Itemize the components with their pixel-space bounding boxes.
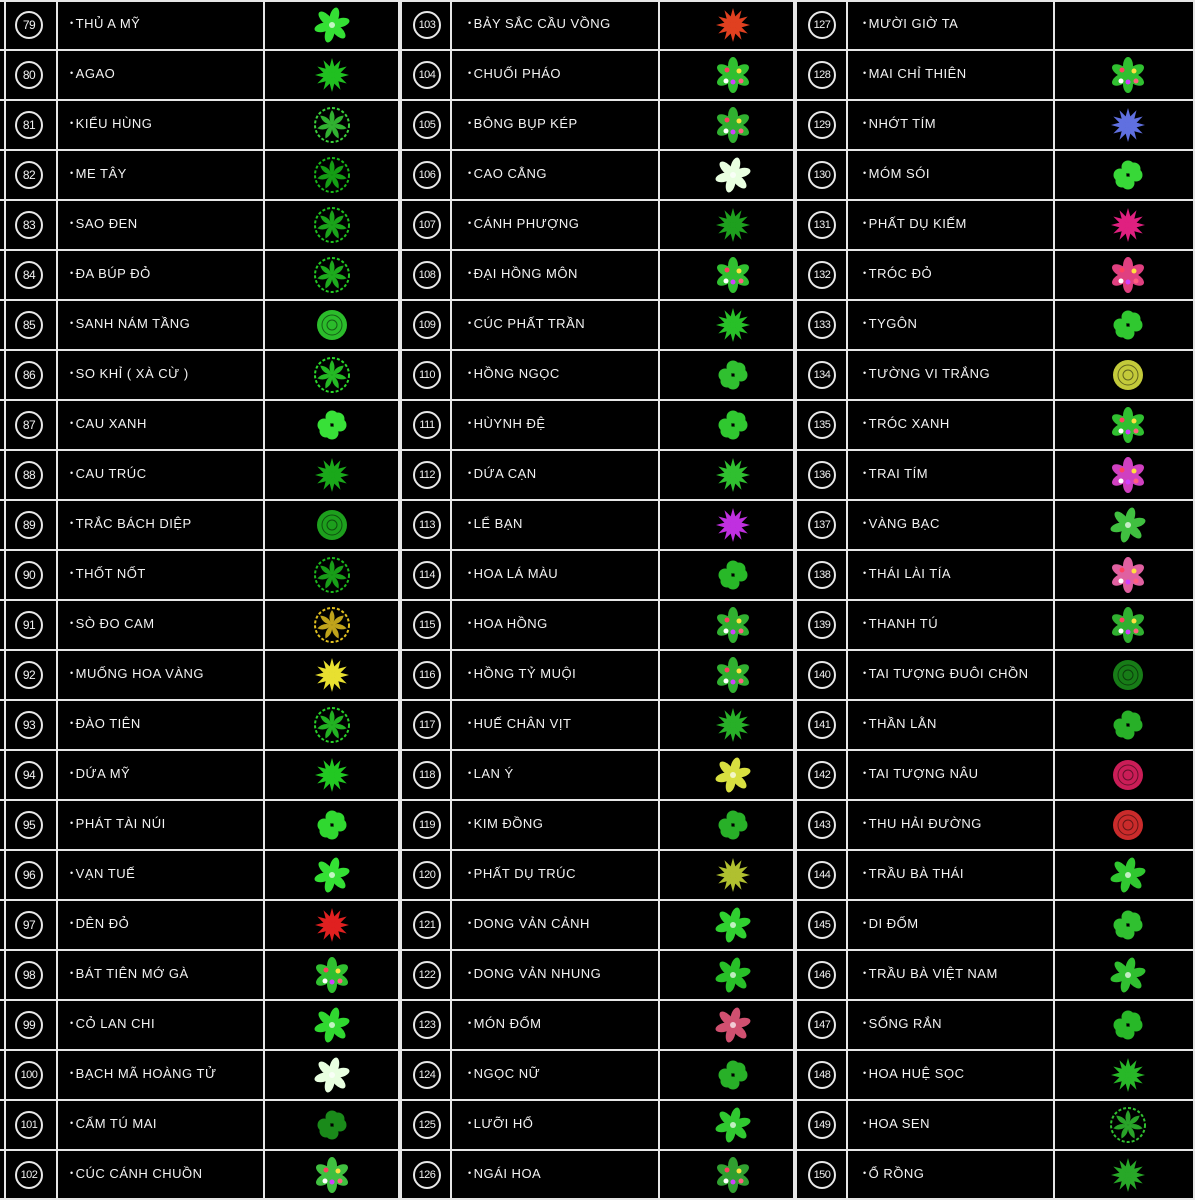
item-number: 125 bbox=[413, 1111, 441, 1139]
column-divider bbox=[795, 0, 797, 1200]
row-divider bbox=[0, 199, 1195, 201]
plant-name: • TRAI TÍM bbox=[863, 466, 928, 481]
plant-name: • HỒNG NGỌC bbox=[468, 366, 560, 381]
star-leaf-plant-icon bbox=[312, 55, 352, 95]
clover-plant-icon bbox=[713, 355, 753, 395]
plant-name: • HỒNG TỶ MUỘI bbox=[468, 666, 576, 681]
plant-name: • VẠN TUẾ bbox=[70, 866, 135, 881]
plant-name: • HÙYNH ĐỆ bbox=[468, 416, 546, 431]
clover-plant-icon bbox=[1108, 705, 1148, 745]
palm-plant-icon bbox=[713, 955, 753, 995]
item-number: 103 bbox=[413, 11, 441, 39]
row-divider bbox=[0, 1149, 1195, 1151]
plant-name: • TRÓC ĐỎ bbox=[863, 266, 932, 281]
clover-plant-icon bbox=[713, 555, 753, 595]
plant-name: • MAI CHỈ THIÊN bbox=[863, 66, 967, 81]
row-divider bbox=[0, 549, 1195, 551]
item-number: 131 bbox=[808, 211, 836, 239]
plant-name: • MÓN ĐỐM bbox=[468, 1016, 541, 1031]
plant-name: • BÁT TIÊN MỚ GÀ bbox=[70, 966, 189, 981]
item-number: 144 bbox=[808, 861, 836, 889]
item-number: 102 bbox=[15, 1161, 43, 1189]
palm-plant-icon bbox=[713, 905, 753, 945]
clover-plant-icon bbox=[312, 805, 352, 845]
plant-name: • LƯỠI HỔ bbox=[468, 1116, 533, 1131]
column-divider bbox=[1053, 0, 1055, 1200]
palm-plant-icon bbox=[1108, 505, 1148, 545]
plant-name: • SÒ ĐO CAM bbox=[70, 616, 155, 631]
item-number: 89 bbox=[15, 511, 43, 539]
plant-name: • TRẮC BÁCH DIỆP bbox=[70, 516, 192, 531]
palm-plant-icon bbox=[1108, 855, 1148, 895]
item-number: 95 bbox=[15, 811, 43, 839]
plant-name: • ME TÂY bbox=[70, 166, 127, 181]
star-leaf-plant-icon bbox=[1108, 205, 1148, 245]
flower-cluster-plant-icon bbox=[1108, 55, 1148, 95]
row-divider bbox=[0, 749, 1195, 751]
plant-name: • CAU XANH bbox=[70, 416, 147, 431]
item-number: 93 bbox=[15, 711, 43, 739]
clover-plant-icon bbox=[312, 1105, 352, 1145]
plant-name: • THỦ A MỸ bbox=[70, 16, 140, 31]
plant-name: • DONG VẢN CẢNH bbox=[468, 916, 590, 931]
plant-name: • HOA HỒNG bbox=[468, 616, 548, 631]
plant-name: • AGAO bbox=[70, 66, 115, 81]
row-divider bbox=[0, 0, 1195, 2]
item-number: 81 bbox=[15, 111, 43, 139]
item-number: 135 bbox=[808, 411, 836, 439]
plant-name: • CÁNH PHƯỢNG bbox=[468, 216, 579, 231]
row-divider bbox=[0, 799, 1195, 801]
row-divider bbox=[0, 649, 1195, 651]
palm-plant-icon bbox=[312, 855, 352, 895]
clover-plant-icon bbox=[713, 405, 753, 445]
plant-name: • LAN Ý bbox=[468, 766, 514, 781]
plant-name: • CHUỐI PHÁO bbox=[468, 66, 561, 81]
row-divider bbox=[0, 949, 1195, 951]
row-divider bbox=[0, 849, 1195, 851]
item-number: 106 bbox=[413, 161, 441, 189]
row-divider bbox=[0, 1049, 1195, 1051]
plant-name: • DONG VẢN NHUNG bbox=[468, 966, 601, 981]
column-divider bbox=[263, 0, 265, 1200]
plant-name: • PHẤT DỤ KIẾM bbox=[863, 216, 967, 231]
flower-cluster-plant-icon bbox=[1108, 455, 1148, 495]
clover-plant-icon bbox=[1108, 1005, 1148, 1045]
item-number: 97 bbox=[15, 911, 43, 939]
item-number: 108 bbox=[413, 261, 441, 289]
clover-plant-icon bbox=[312, 405, 352, 445]
plant-name: • DỨA CẠN bbox=[468, 466, 537, 481]
item-number: 140 bbox=[808, 661, 836, 689]
flower-cluster-plant-icon bbox=[1108, 605, 1148, 645]
flower-cluster-plant-icon bbox=[713, 55, 753, 95]
item-number: 94 bbox=[15, 761, 43, 789]
item-number: 96 bbox=[15, 861, 43, 889]
star-leaf-plant-icon bbox=[713, 855, 753, 895]
star-leaf-plant-icon bbox=[713, 305, 753, 345]
item-number: 86 bbox=[15, 361, 43, 389]
row-divider bbox=[0, 99, 1195, 101]
item-number: 115 bbox=[413, 611, 441, 639]
item-number: 127 bbox=[808, 11, 836, 39]
plant-name: • VÀNG BẠC bbox=[863, 516, 940, 531]
tree-canopy-plant-icon bbox=[1108, 1105, 1148, 1145]
plant-name: • THỐT NỐT bbox=[70, 566, 146, 581]
plant-name: • THANH TÚ bbox=[863, 616, 938, 631]
item-number: 114 bbox=[413, 561, 441, 589]
plant-name: • BẠCH MÃ HOÀNG TỬ bbox=[70, 1066, 217, 1081]
plant-name: • ĐÀO TIÊN bbox=[70, 716, 141, 731]
star-leaf-plant-icon bbox=[1108, 1155, 1148, 1195]
plant-name: • CỎ LAN CHI bbox=[70, 1016, 155, 1031]
column-divider bbox=[4, 0, 6, 1200]
item-number: 91 bbox=[15, 611, 43, 639]
column-divider bbox=[846, 0, 848, 1200]
row-divider bbox=[0, 399, 1195, 401]
plant-name: • BẢY SẮC CẦU VỒNG bbox=[468, 16, 611, 31]
palm-plant-icon bbox=[312, 1005, 352, 1045]
plant-name: • SỐNG RẮN bbox=[863, 1016, 942, 1031]
item-number: 87 bbox=[15, 411, 43, 439]
plant-name: • MUỐNG HOA VÀNG bbox=[70, 666, 204, 681]
tree-canopy-plant-icon bbox=[312, 205, 352, 245]
row-divider bbox=[0, 449, 1195, 451]
flower-cluster-plant-icon bbox=[312, 955, 352, 995]
plant-name: • TƯỜNG VI TRẮNG bbox=[863, 366, 990, 381]
row-divider bbox=[0, 899, 1195, 901]
star-leaf-plant-icon bbox=[713, 205, 753, 245]
plant-name: • TAI TƯỢNG NÂU bbox=[863, 766, 979, 781]
item-number: 113 bbox=[413, 511, 441, 539]
tree-canopy-plant-icon bbox=[312, 105, 352, 145]
item-number: 146 bbox=[808, 961, 836, 989]
plant-name: • TRÓC XANH bbox=[863, 416, 950, 431]
row-divider bbox=[0, 299, 1195, 301]
item-number: 142 bbox=[808, 761, 836, 789]
item-number: 136 bbox=[808, 461, 836, 489]
item-number: 122 bbox=[413, 961, 441, 989]
row-divider bbox=[0, 699, 1195, 701]
item-number: 100 bbox=[15, 1061, 43, 1089]
item-number: 139 bbox=[808, 611, 836, 639]
palm-plant-icon bbox=[1108, 955, 1148, 995]
row-divider bbox=[0, 49, 1195, 51]
item-number: 112 bbox=[413, 461, 441, 489]
star-leaf-plant-icon bbox=[1108, 1055, 1148, 1095]
plant-name: • SO KHỈ ( XÀ CỪ ) bbox=[70, 366, 189, 381]
plant-name: • KIM ĐỒNG bbox=[468, 816, 543, 831]
plant-name: • CAO CẲNG bbox=[468, 166, 547, 181]
item-number: 133 bbox=[808, 311, 836, 339]
star-leaf-plant-icon bbox=[713, 505, 753, 545]
clover-plant-icon bbox=[1108, 305, 1148, 345]
plant-name: • NGÁI HOA bbox=[468, 1166, 541, 1181]
item-number: 132 bbox=[808, 261, 836, 289]
column-divider bbox=[400, 0, 402, 1200]
plant-name: • ĐA BÚP ĐỎ bbox=[70, 266, 151, 281]
flower-cluster-plant-icon bbox=[1108, 555, 1148, 595]
flower-cluster-plant-icon bbox=[1108, 405, 1148, 445]
row-divider bbox=[0, 599, 1195, 601]
plant-name: • DI ĐỐM bbox=[863, 916, 919, 931]
plant-name: • TYGÔN bbox=[863, 316, 917, 331]
item-number: 82 bbox=[15, 161, 43, 189]
item-number: 123 bbox=[413, 1011, 441, 1039]
tree-canopy-plant-icon bbox=[312, 255, 352, 295]
item-number: 84 bbox=[15, 261, 43, 289]
palm-plant-icon bbox=[713, 155, 753, 195]
item-number: 120 bbox=[413, 861, 441, 889]
plant-name: • PHÁT TÀI NÚI bbox=[70, 816, 166, 831]
plant-name: • NGỌC NỮ bbox=[468, 1066, 540, 1081]
plant-name: • THU HẢI ĐƯỜNG bbox=[863, 816, 982, 831]
round-shrub-plant-icon bbox=[1108, 655, 1148, 695]
round-shrub-plant-icon bbox=[1108, 805, 1148, 845]
item-number: 104 bbox=[413, 61, 441, 89]
item-number: 128 bbox=[808, 61, 836, 89]
plant-name: • Ổ RỒNG bbox=[863, 1166, 924, 1181]
item-number: 101 bbox=[15, 1111, 43, 1139]
plant-name: • CAU TRÚC bbox=[70, 466, 147, 481]
star-leaf-plant-icon bbox=[312, 755, 352, 795]
plant-name: • SANH NÁM TẦNG bbox=[70, 316, 190, 331]
column-divider bbox=[450, 0, 452, 1200]
plant-name: • PHẤT DỤ TRÚC bbox=[468, 866, 576, 881]
plant-name: • MÓM SÓI bbox=[863, 166, 930, 181]
palm-plant-icon bbox=[713, 755, 753, 795]
item-number: 137 bbox=[808, 511, 836, 539]
item-number: 99 bbox=[15, 1011, 43, 1039]
plant-name: • SAO ĐEN bbox=[70, 216, 138, 231]
item-number: 138 bbox=[808, 561, 836, 589]
clover-plant-icon bbox=[713, 805, 753, 845]
item-number: 117 bbox=[413, 711, 441, 739]
palm-plant-icon bbox=[713, 1105, 753, 1145]
item-number: 105 bbox=[413, 111, 441, 139]
clover-plant-icon bbox=[1108, 905, 1148, 945]
item-number: 107 bbox=[413, 211, 441, 239]
item-number: 119 bbox=[413, 811, 441, 839]
plant-name: • HOA LÁ MÀU bbox=[468, 566, 558, 581]
round-shrub-plant-icon bbox=[312, 305, 352, 345]
flower-cluster-plant-icon bbox=[713, 105, 753, 145]
star-leaf-plant-icon bbox=[1108, 105, 1148, 145]
plant-name: • CÚC CÁNH CHUỒN bbox=[70, 1166, 203, 1181]
plant-name: • LỂ BẠN bbox=[468, 516, 523, 531]
star-leaf-plant-icon bbox=[713, 455, 753, 495]
plant-name: • DÊN ĐỎ bbox=[70, 916, 129, 931]
tree-canopy-plant-icon bbox=[312, 155, 352, 195]
flower-cluster-plant-icon bbox=[1108, 255, 1148, 295]
star-leaf-plant-icon bbox=[713, 705, 753, 745]
plant-name: • TRẦU BÀ THÁI bbox=[863, 866, 964, 881]
item-number: 124 bbox=[413, 1061, 441, 1089]
flower-cluster-plant-icon bbox=[713, 655, 753, 695]
item-number: 147 bbox=[808, 1011, 836, 1039]
plant-name: • TRẦU BÀ VIỆT NAM bbox=[863, 966, 998, 981]
item-number: 88 bbox=[15, 461, 43, 489]
plant-name: • HOA HUỆ SỌC bbox=[863, 1066, 964, 1081]
item-number: 130 bbox=[808, 161, 836, 189]
item-number: 129 bbox=[808, 111, 836, 139]
item-number: 126 bbox=[413, 1161, 441, 1189]
star-leaf-plant-icon bbox=[312, 905, 352, 945]
item-number: 110 bbox=[413, 361, 441, 389]
item-number: 111 bbox=[413, 411, 441, 439]
plant-name: • THẦN LẰN bbox=[863, 716, 937, 731]
tree-canopy-plant-icon bbox=[312, 555, 352, 595]
plant-name: • THÁI LÀI TÍA bbox=[863, 566, 951, 581]
item-number: 98 bbox=[15, 961, 43, 989]
row-divider bbox=[0, 499, 1195, 501]
round-shrub-plant-icon bbox=[312, 505, 352, 545]
flower-cluster-plant-icon bbox=[312, 1155, 352, 1195]
plant-name: • HUẾ CHÂN VỊT bbox=[468, 716, 571, 731]
plant-name: • KIỂU HÙNG bbox=[70, 116, 152, 131]
tree-canopy-plant-icon bbox=[312, 355, 352, 395]
star-leaf-plant-icon bbox=[312, 655, 352, 695]
item-number: 145 bbox=[808, 911, 836, 939]
star-leaf-plant-icon bbox=[312, 455, 352, 495]
item-number: 85 bbox=[15, 311, 43, 339]
round-shrub-plant-icon bbox=[1108, 355, 1148, 395]
star-leaf-plant-icon bbox=[713, 5, 753, 45]
plant-name: • BÔNG BỤP KÉP bbox=[468, 116, 578, 131]
item-number: 92 bbox=[15, 661, 43, 689]
plant-name: • NHỚT TÍM bbox=[863, 116, 936, 131]
plant-name: • CẨM TÚ MAI bbox=[70, 1116, 157, 1131]
plant-name: • MƯỜI GIỜ TA bbox=[863, 16, 958, 31]
flower-cluster-plant-icon bbox=[713, 1155, 753, 1195]
row-divider bbox=[0, 249, 1195, 251]
item-number: 150 bbox=[808, 1161, 836, 1189]
item-number: 90 bbox=[15, 561, 43, 589]
plant-name: • DỨA MỸ bbox=[70, 766, 130, 781]
palm-plant-icon bbox=[713, 1005, 753, 1045]
item-number: 79 bbox=[15, 11, 43, 39]
row-divider bbox=[0, 1099, 1195, 1101]
tree-canopy-plant-icon bbox=[312, 605, 352, 645]
plant-name: • TAI TƯỢNG ĐUÔI CHỒN bbox=[863, 666, 1028, 681]
item-number: 80 bbox=[15, 61, 43, 89]
item-number: 141 bbox=[808, 711, 836, 739]
flower-cluster-plant-icon bbox=[713, 255, 753, 295]
row-divider bbox=[0, 149, 1195, 151]
row-divider bbox=[0, 349, 1195, 351]
row-divider bbox=[0, 999, 1195, 1001]
flower-cluster-plant-icon bbox=[713, 605, 753, 645]
item-number: 109 bbox=[413, 311, 441, 339]
item-number: 121 bbox=[413, 911, 441, 939]
palm-plant-icon bbox=[312, 5, 352, 45]
round-shrub-plant-icon bbox=[1108, 755, 1148, 795]
item-number: 143 bbox=[808, 811, 836, 839]
item-number: 149 bbox=[808, 1111, 836, 1139]
palm-plant-icon bbox=[312, 1055, 352, 1095]
clover-plant-icon bbox=[713, 1055, 753, 1095]
item-number: 134 bbox=[808, 361, 836, 389]
column-divider bbox=[56, 0, 58, 1200]
item-number: 83 bbox=[15, 211, 43, 239]
clover-plant-icon bbox=[1108, 155, 1148, 195]
item-number: 148 bbox=[808, 1061, 836, 1089]
plant-name: • CÚC PHẤT TRẦN bbox=[468, 316, 585, 331]
item-number: 116 bbox=[413, 661, 441, 689]
item-number: 118 bbox=[413, 761, 441, 789]
plant-name: • HOA SEN bbox=[863, 1116, 930, 1131]
tree-canopy-plant-icon bbox=[312, 705, 352, 745]
column-divider bbox=[658, 0, 660, 1200]
plant-name: • ĐẠI HỒNG MÔN bbox=[468, 266, 578, 281]
